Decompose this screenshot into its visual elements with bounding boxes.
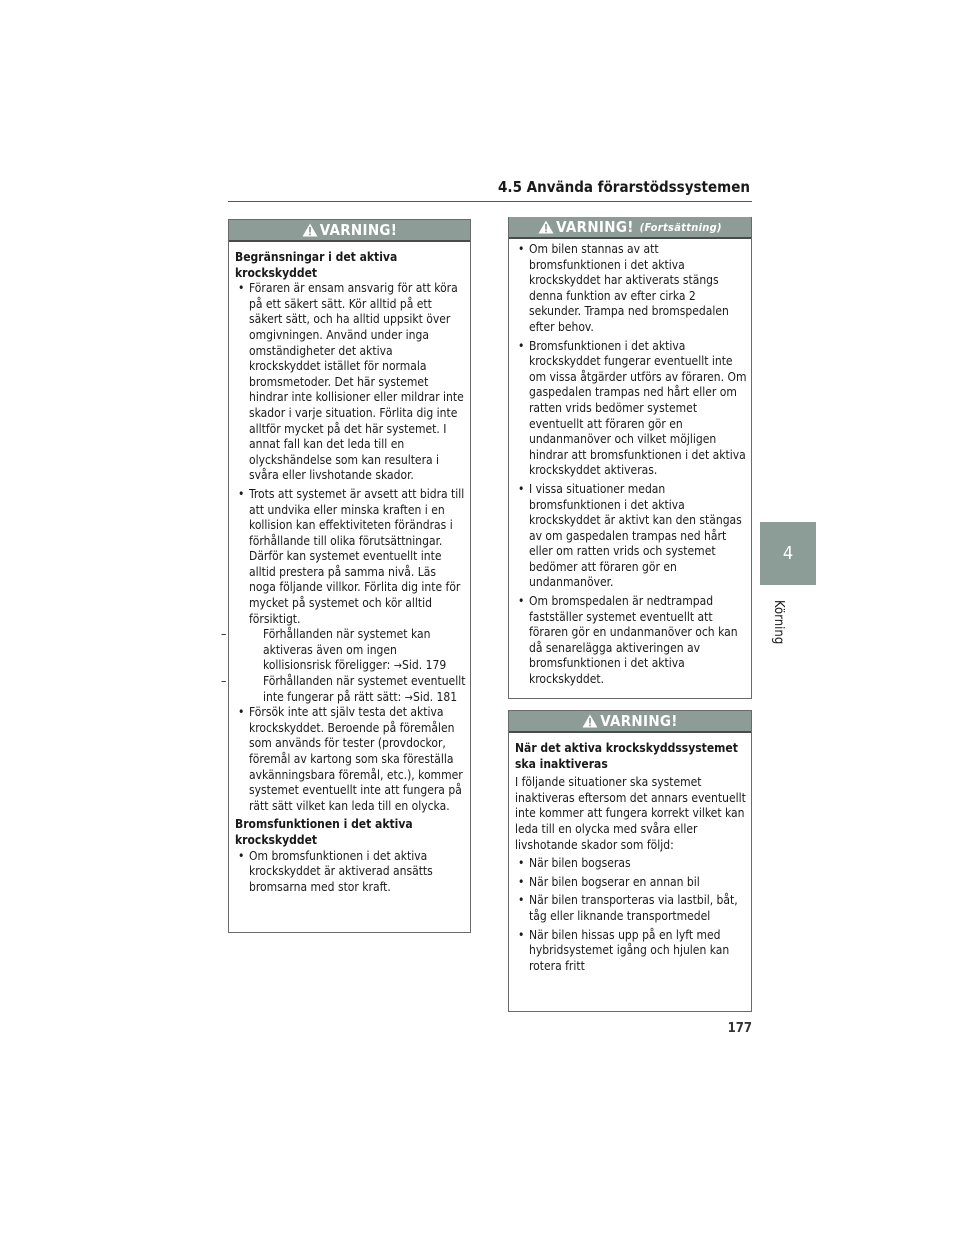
bullet-item: • Försök inte att själv testa det aktiva krockskyddet. Beroende på föremålen som används för tester (provdockor, föremål av kartong som ska föreställa avkänningsbara föremål, etc.), kommer systemet eventuellt inte att fungera på rätt sätt vilket kan leda till en olycka. (235, 705, 466, 814)
warning-box-right (508, 710, 752, 1012)
subheading: Begränsningar i det aktiva krockskyddet (235, 250, 398, 280)
reference-arrow-icon: → (393, 659, 403, 673)
bullet-item: • Om bromspedalen är nedtrampad fastställer systemet eventuellt att föraren gör en undanmanöver och kan då senarelägga aktiveringen av bromsfunktionen i det aktiva krockskyddet. (515, 594, 747, 688)
warning-body (509, 239, 751, 697)
warning-header (509, 217, 751, 239)
bullet-item: • I vissa situationer medan bromsfunktionen i det aktiva krockskyddet är aktivt kan den stängas av om gaspedalen trampas ned hårt eller om ratten vrids och systemet bedömer att föraren gör en undanmanöver. (515, 482, 747, 591)
header-divider (228, 201, 752, 202)
warning-body (509, 733, 751, 983)
warning-heading: VARNING! (556, 218, 634, 236)
bullet-item: • Om bromsfunktionen i det aktiva krockskyddet är aktiverad ansätts bromsarna med stor kraft. (235, 849, 466, 896)
bullet-item: • När bilen bogseras (515, 856, 747, 872)
warning-heading: VARNING! (319, 221, 398, 239)
subheading: När det aktiva krockskyddssystemet ska inaktiveras (515, 741, 738, 771)
bullet-item: • Trots att systemet är avsett att bidra till att undvika eller minska kraften i en kollision kan effektiviteten förändras i förhållande till olika förutsättningar. Därför kan systemet eventuellt inte alltid prestera på samma nivå. Läs noga följande villkor. Förlita dig inte för mycket på systemet och kör alltid försiktigt. (235, 487, 466, 627)
subheading: Bromsfunktionen i det aktiva krockskyddet (235, 817, 413, 847)
bullet-item: • När bilen transporteras via lastbil, båt, tåg eller liknande transportmedel (515, 893, 747, 924)
continuation-label: (Fortsättning) (639, 220, 722, 234)
dash-mark: – (221, 627, 227, 642)
warning-triangle-icon (582, 714, 598, 728)
page-reference[interactable]: Sid. 179 (402, 658, 447, 673)
bullet-item: • Föraren är ensam ansvarig för att köra på ett säkert sätt. Kör alltid på ett säkert sätt, och ha alltid uppsikt över omgivningen. Använd under inga omständigheter det aktiva krockskyddet istället för normala bromsmetoder. Det här systemet hindrar inte kollisioner eller mildrar inte skador i varje situation. Förlita dig inte alltför mycket på det här systemet. I annat fall kan det leda till en olyckshändelse som kan resultera i svåra eller livshotande skador. (235, 281, 466, 484)
chapter-tab (760, 522, 816, 585)
chapter-label: Körning (771, 600, 786, 645)
bullet-item: • När bilen hissas upp på en lyft med hybridsystemet igång och hjulen kan rotera fritt (515, 928, 747, 975)
intro-paragraph: I följande situationer ska systemet inaktiveras eftersom det annars eventuellt inte kommer att fungera korrekt vilket kan leda till en olycka med svåra eller livshotande skador som följd: (515, 775, 746, 852)
page-number: 177 (727, 1021, 752, 1036)
warning-triangle-icon (538, 220, 554, 234)
dash-item: – Förhållanden när systemet kan aktiveras även om ingen kollisionsrisk föreligger: →Sid. 179 (221, 627, 447, 673)
warning-body (221, 242, 470, 904)
warning-header (509, 711, 751, 733)
dash-item: – Förhållanden när systemet eventuellt inte fungerar på rätt sätt: →Sid. 181 (221, 674, 466, 704)
warning-box-right-continued (508, 217, 752, 699)
bullet-item: • Bromsfunktionen i det aktiva krockskyddet fungerar eventuellt inte om vissa åtgärder utförs av föraren. Om gaspedalen trampas ned hårt eller om ratten vrids bedömer systemet eventuellt att föraren gör en undanmanöver och vilket möjligen hindrar att bromsfunktionen i det aktiva krockskyddet aktiveras. (515, 339, 747, 479)
bullet-item: • När bilen bogserar en annan bil (515, 875, 747, 891)
bullet-item: • Om bilen stannas av att bromsfunktionen i det aktiva krockskyddet har aktiverats stängs denna funktion av efter cirka 2 sekunder. Trampa ned bromspedalen efter behov. (515, 242, 747, 336)
warning-heading: VARNING! (600, 712, 678, 730)
warning-header (229, 220, 470, 242)
warning-box-left (221, 219, 471, 933)
dash-mark: – (221, 674, 227, 689)
chapter-number: 4 (782, 543, 794, 564)
section-header-title: 4.5 Använda förarstödssystemen (498, 178, 750, 196)
page-reference[interactable]: Sid. 181 (412, 689, 458, 704)
warning-triangle-icon (302, 223, 318, 237)
reference-arrow-icon: → (404, 690, 413, 704)
